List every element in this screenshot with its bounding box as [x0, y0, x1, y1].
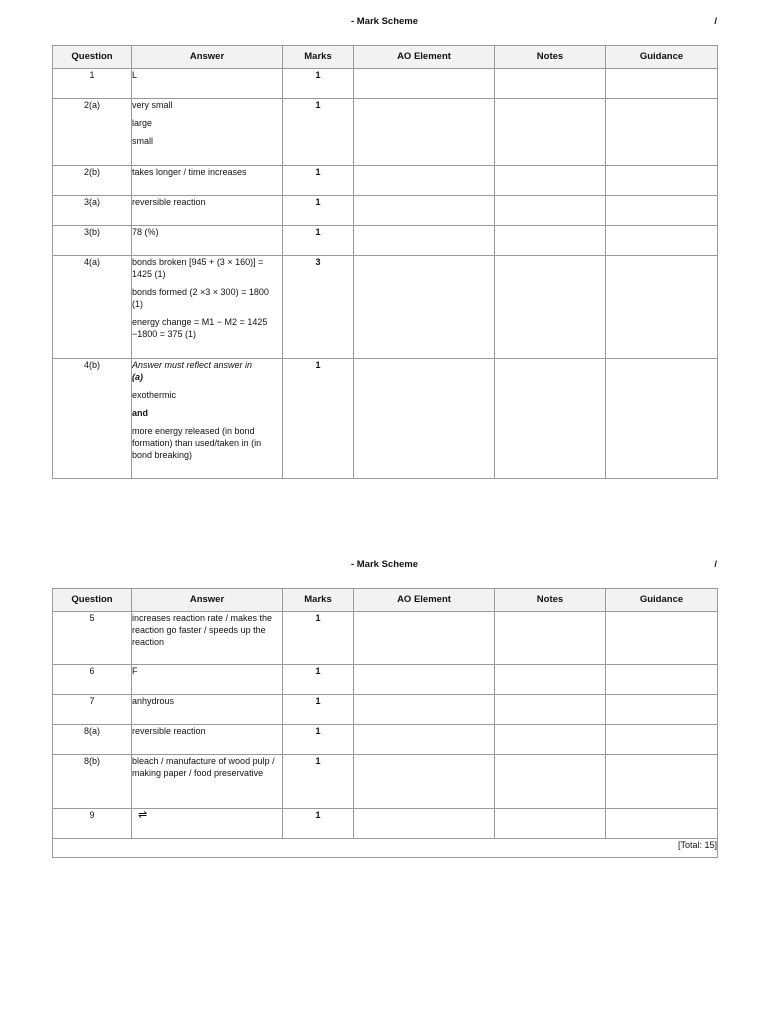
column-header-question: Question [53, 589, 132, 612]
column-header-answer: Answer [132, 589, 283, 612]
guidance-cell [606, 809, 718, 839]
column-header-ao-element: AO Element [354, 46, 495, 69]
notes-cell [495, 755, 606, 809]
column-header-answer: Answer [132, 46, 283, 69]
column-header-guidance: Guidance [606, 46, 718, 69]
question-number: 3(a) [53, 196, 132, 226]
question-number: 6 [53, 665, 132, 695]
total-marks: [Total: 15] [53, 839, 718, 858]
answer-text: anhydrous [132, 696, 175, 706]
table-row [53, 99, 718, 166]
answer-cell [132, 196, 283, 226]
column-header-ao-element: AO Element [354, 589, 495, 612]
answer-text: bonds broken [945 + (3 × 160)] = 1425 (1) [132, 257, 264, 279]
answer-text: reversible reaction [132, 197, 206, 207]
notes-cell [495, 226, 606, 256]
answer-text: F [132, 666, 138, 676]
answer-text: L [132, 70, 138, 80]
question-number: 3(b) [53, 226, 132, 256]
answer-cell [132, 695, 283, 725]
ao-element-cell [354, 725, 495, 755]
guidance-cell [606, 725, 718, 755]
notes-cell [495, 612, 606, 665]
notes-cell [495, 665, 606, 695]
answer-cell [132, 359, 283, 479]
ao-element-cell [354, 166, 495, 196]
answer-text: bleach / manufacture of wood pulp / making paper / food preservative [132, 756, 275, 778]
guidance-cell [606, 695, 718, 725]
answer-text: bonds formed (2 ×3 × 300) = 1800 (1) [132, 287, 269, 309]
marks-cell: 1 [283, 99, 354, 166]
table-row [53, 665, 718, 695]
answer-text: exothermic [132, 390, 177, 400]
marks-cell: 3 [283, 256, 354, 359]
answer-cell [132, 226, 283, 256]
page-header-slash: / [714, 16, 717, 27]
column-header-guidance: Guidance [606, 589, 718, 612]
table-header-row [53, 46, 718, 69]
question-number: 8(b) [53, 755, 132, 809]
ao-element-cell [354, 359, 495, 479]
equilibrium-arrows-icon: ⇌ [138, 809, 148, 821]
guidance-cell [606, 359, 718, 479]
table-row [53, 166, 718, 196]
ao-element-cell [354, 196, 495, 226]
notes-cell [495, 69, 606, 99]
marks-cell: 1 [283, 359, 354, 479]
notes-cell [495, 99, 606, 166]
answer-text: very small [132, 100, 173, 110]
guidance-cell [606, 69, 718, 99]
notes-cell [495, 695, 606, 725]
table-row [53, 359, 718, 479]
page-2-header [52, 559, 717, 573]
marks-cell: 1 [283, 725, 354, 755]
answer-text: increases reaction rate / makes the reaction go faster / speeds up the reaction [132, 613, 273, 647]
ao-element-cell [354, 755, 495, 809]
total-row [53, 839, 718, 858]
notes-cell [495, 166, 606, 196]
table-header-row [53, 589, 718, 612]
table-row [53, 256, 718, 359]
notes-cell [495, 809, 606, 839]
ao-element-cell [354, 256, 495, 359]
guidance-cell [606, 256, 718, 359]
question-number: 2(b) [53, 166, 132, 196]
answer-text: 78 (%) [132, 227, 159, 237]
guidance-cell [606, 612, 718, 665]
question-number: 9 [53, 809, 132, 839]
answer-cell [132, 755, 283, 809]
ao-element-cell [354, 665, 495, 695]
column-header-question: Question [53, 46, 132, 69]
marks-cell: 1 [283, 69, 354, 99]
question-number: 4(b) [53, 359, 132, 479]
marks-cell: 1 [283, 166, 354, 196]
mark-scheme-table-2 [52, 588, 718, 858]
mark-scheme-table-1 [52, 45, 718, 479]
answer-text: takes longer / time increases [132, 167, 247, 177]
marks-cell: 1 [283, 226, 354, 256]
table-row [53, 69, 718, 99]
page-title: - Mark Scheme [350, 559, 419, 570]
guidance-cell [606, 226, 718, 256]
guidance-cell [606, 196, 718, 226]
marks-cell: 1 [283, 809, 354, 839]
answer-cell [132, 665, 283, 695]
answer-note: Answer must reflect answer in [132, 360, 253, 370]
guidance-cell [606, 755, 718, 809]
table-row [53, 755, 718, 809]
column-header-marks: Marks [283, 589, 354, 612]
marks-cell: 1 [283, 196, 354, 226]
ao-element-cell [354, 809, 495, 839]
marks-cell: 1 [283, 695, 354, 725]
guidance-cell [606, 166, 718, 196]
notes-cell [495, 196, 606, 226]
column-header-marks: Marks [283, 46, 354, 69]
notes-cell [495, 256, 606, 359]
marks-cell: 1 [283, 612, 354, 665]
table-row [53, 695, 718, 725]
answer-text: large [132, 118, 153, 128]
answer-cell [132, 256, 283, 359]
answer-connector: and [132, 408, 149, 418]
ao-element-cell [354, 612, 495, 665]
column-header-notes: Notes [495, 46, 606, 69]
question-number: 7 [53, 695, 132, 725]
question-number: 5 [53, 612, 132, 665]
question-number: 4(a) [53, 256, 132, 359]
table-row [53, 809, 718, 839]
answer-text: small [132, 136, 154, 146]
guidance-cell [606, 99, 718, 166]
table-row [53, 725, 718, 755]
ao-element-cell [354, 226, 495, 256]
table-row [53, 612, 718, 665]
table-row [53, 196, 718, 226]
answer-text: reversible reaction [132, 726, 206, 736]
ao-element-cell [354, 695, 495, 725]
table-row [53, 226, 718, 256]
question-number: 8(a) [53, 725, 132, 755]
column-header-notes: Notes [495, 589, 606, 612]
page-title: - Mark Scheme [350, 16, 419, 27]
notes-cell [495, 359, 606, 479]
answer-text: energy change = M1 − M2 = 1425 −1800 = 375 (1) [132, 317, 268, 339]
answer-cell [132, 809, 283, 839]
answer-cell [132, 69, 283, 99]
page-header-slash: / [714, 559, 717, 570]
page-1-header [52, 16, 717, 30]
notes-cell [495, 725, 606, 755]
answer-text: more energy released (in bond formation) than used/taken in (in bond breaking) [132, 426, 262, 460]
answer-cell [132, 725, 283, 755]
guidance-cell [606, 665, 718, 695]
marks-cell: 1 [283, 665, 354, 695]
answer-note-part: (a) [132, 372, 143, 382]
question-number: 1 [53, 69, 132, 99]
question-number: 2(a) [53, 99, 132, 166]
answer-cell [132, 612, 283, 665]
ao-element-cell [354, 69, 495, 99]
answer-cell [132, 166, 283, 196]
ao-element-cell [354, 99, 495, 166]
marks-cell: 1 [283, 755, 354, 809]
answer-cell [132, 99, 283, 166]
